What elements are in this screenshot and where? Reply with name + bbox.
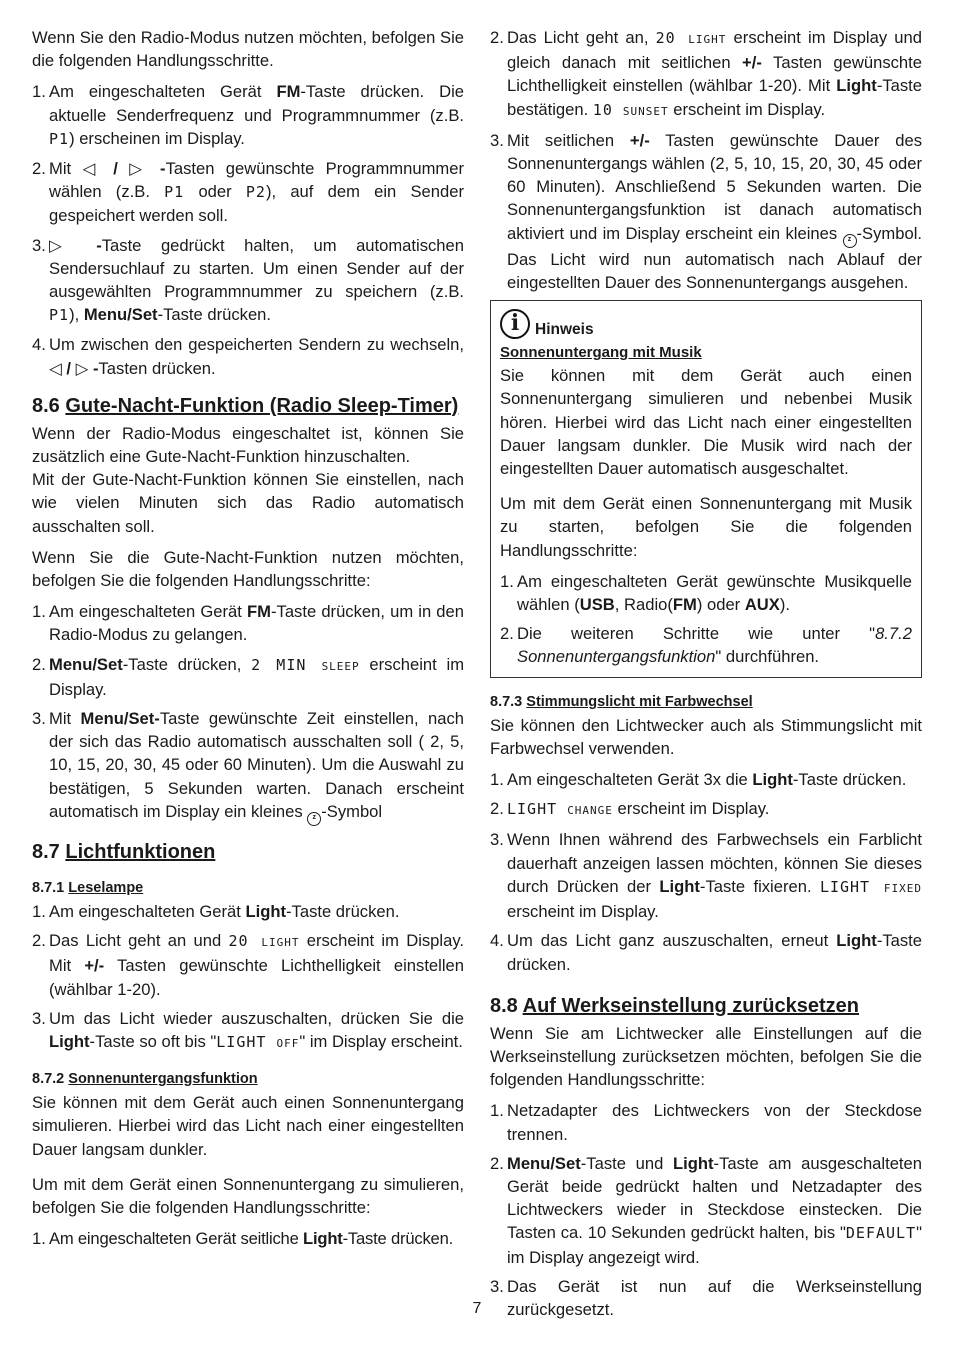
subsection-heading: 8.7.3 Stimmungslicht mit Farbwechsel [490,693,753,710]
hint-title: Hinweis [535,321,594,339]
list-item: 3. Mit Menu/Set-Taste gewünschte Zeit einstellen, nach der sich das Radio automatisch ausschalten soll ( 2, 5, 10, 15, 20, 30, 45 oder 60 Minuten). Um die Auswahl zu bestätigen, 5 Sekunden warten. Danach erscheint automatisch im Display ein kleines z -Symbol [32,707,464,826]
list-item: 3. Wenn Ihnen während des Farbwechsels ein Farblicht dauerhaft anzeigen lassen möchten, können Sie dieses durch Drücken der Light-Taste fixieren. LIGHT FIXED erscheint im Display. [490,830,922,922]
list-item: 1. Am eingeschalteten Gerät 3x die Light-Taste drücken. [490,770,907,790]
list-item: 2. Das Licht geht an und 20 LIGHT erscheint im Display. Mit +/- Tasten gewünschte Lichthelligkeit einstellen (wählbar 1-20). [32,931,464,999]
section-heading: 8.7 Lichtfunktionen [32,840,216,863]
list-item: 1. Am eingeschalteten Gerät FM-Taste drücken. Die aktuelle Senderfrequenz und Programmnummer (z.B. P1) erscheinen im Display. [32,82,465,148]
list-item: 1. Netzadapter des Lichtweckers von der Steckdose trennen. [490,1101,922,1144]
right-column [490,26,922,1327]
paragraph: Um mit dem Gerät einen Sonnenuntergang mit Musik zu starten, befolgen Sie die folgenden Handlungsschritte: [500,494,912,560]
paragraph: Sie können mit dem Gerät auch einen Sonnenuntergang simulieren. Hierbei wird das Licht nach einer eingestellten Dauer langsam dunkler. [32,1093,464,1159]
info-icon: i [500,309,530,339]
paragraph: Sie können mit dem Gerät auch einen Sonnenuntergang simulieren und nebenbei Musik hören. Hierbei wird das Licht nach einer eingestellten Dauer langsam dunkler. Die Musik wird nach der eingestellten Dauer automatisch ausgeschaltet. [500,366,912,479]
list-item: 2. Menu/Set-Taste drücken, 2 MIN SLEEP erscheint im Display. [32,654,465,699]
sleep-timer-icon: z [307,812,321,826]
list-item: 3. ▷ -Taste gedrückt halten, um automatischen Sendersuchlauf zu starten. Um einen Sender auf der ausgewählten Programmnummer zu speichern (z.B. P1), Menu/Set-Taste drücken. [32,235,464,325]
paragraph: Sie können den Lichtwecker auch als Stimmungslicht mit Farbwechsel verwenden. [490,715,922,758]
list-item: 2. Menu/Set-Taste und Light-Taste am ausgeschalteten Gerät beide gedrückt halten und Netzadapter des Lichtweckers wieder in Steckdose einstecken. Die Tasten ca. 10 Sekunden gedrückt halten, bis "DEFAULT" im Display angezeigt wird. [490,1153,922,1267]
list-item: 2. LIGHT CHANGE erscheint im Display. [490,799,770,819]
paragraph: Wenn Sie die Gute-Nacht-Funktion nutzen möchten, befolgen Sie die folgenden Handlungsschritte: [32,547,464,591]
list-item: 1. Am eingeschalteten Gerät gewünschte Musikquelle wählen (USB, Radio(FM) oder AUX). [500,571,912,615]
paragraph: Mit der Gute-Nacht-Funktion können Sie einstellen, nach wie vielen Minuten sich das Radio automatisch ausschalten soll. [32,470,464,536]
hint-box [490,300,922,678]
paragraph: Um mit dem Gerät einen Sonnenuntergang zu simulieren, befolgen Sie die folgenden Handlungsschritte: [32,1174,464,1217]
list-item: 3. Um das Licht wieder auszuschalten, drücken Sie die Light-Taste so oft bis "LIGHT OFF" im Display erscheint. [32,1008,464,1051]
list-item: 3. Mit seitlichen +/- Tasten gewünschte Dauer des Sonnenuntergangs wählen (2, 5, 10, 15, 20, 30, 45 oder 60 Minuten). Anschließend 5 Sekunden warten. Die Sonnenuntergangsfunktion ist danach automatisch aktiviert und im Display erscheint ein kleines z -Symbol. Das Licht wird nun automatisch nach Ablauf der eingestellten Dauer des Sonnenuntergangs ausgehen. [490,130,922,292]
paragraph: Wenn der Radio-Modus eingeschaltet ist, können Sie zusätzlich eine Gute-Nacht-Funktion hinzuschalten. [32,423,464,467]
section-heading: 8.6 Gute-Nacht-Funktion (Radio Sleep-Timer) [32,394,459,417]
paragraph: Wenn Sie am Lichtwecker alle Einstellungen auf die Werkseinstellung zurücksetzen möchten, befolgen Sie die folgenden Handlungsschritte: [490,1023,922,1090]
hint-subtitle: Sonnenuntergang mit Musik [500,344,702,362]
left-column [32,26,464,1256]
subsection-heading: 8.7.2 Sonnenuntergangsfunktion [32,1071,258,1088]
list-item: 1. Am eingeschalteten Gerät Light-Taste drücken. [32,901,400,921]
list-item: 4. Um zwischen den gespeicherten Sendern zu wechseln, ◁ / ▷ -Tasten drücken. [32,335,464,378]
list-item: 2. Das Licht geht an, 20 LIGHT erscheint im Display und gleich danach mit seitlichen +/- Tasten gewünschte Lichthelligkeit einstellen (wählbar 1-20). Mit Light-Taste bestätigen. 10 SUNSET erscheint im Display. [490,28,922,119]
list-item: 2. Die weiteren Schritte wie unter "8.7.2 Sonnenuntergangsfunktion" durchführen. [500,624,912,667]
subsection-heading: 8.7.1 Leselampe [32,879,144,896]
list-item: 3. Das Gerät ist nun auf die Werkseinstellung zurückgesetzt. [490,1276,922,1319]
list-item: 4. Um das Licht ganz auszuschalten, erneut Light-Taste drücken. [490,931,922,974]
list-item: 1. Am eingeschalteten Gerät FM-Taste drücken, um in den Radio-Modus zu gelangen. [32,602,464,645]
list-item: 1. Am eingeschalteten Gerät seitliche Light-Taste drücken. [32,1229,454,1249]
section-heading: 8.8 Auf Werkseinstellung zurücksetzen [490,994,860,1017]
list-item: 2. Mit ◁ / ▷ -Tasten gewünschte Programmnummer wählen (z.B. P1 oder P2), auf dem ein Sender gespeichert werden soll. [32,159,464,226]
sleep-timer-icon: z [843,234,857,248]
radio-intro: Wenn Sie den Radio-Modus nutzen möchten, befolgen Sie die folgenden Handlungsschritte. [32,28,464,71]
page-number: 7 [472,1300,482,1317]
